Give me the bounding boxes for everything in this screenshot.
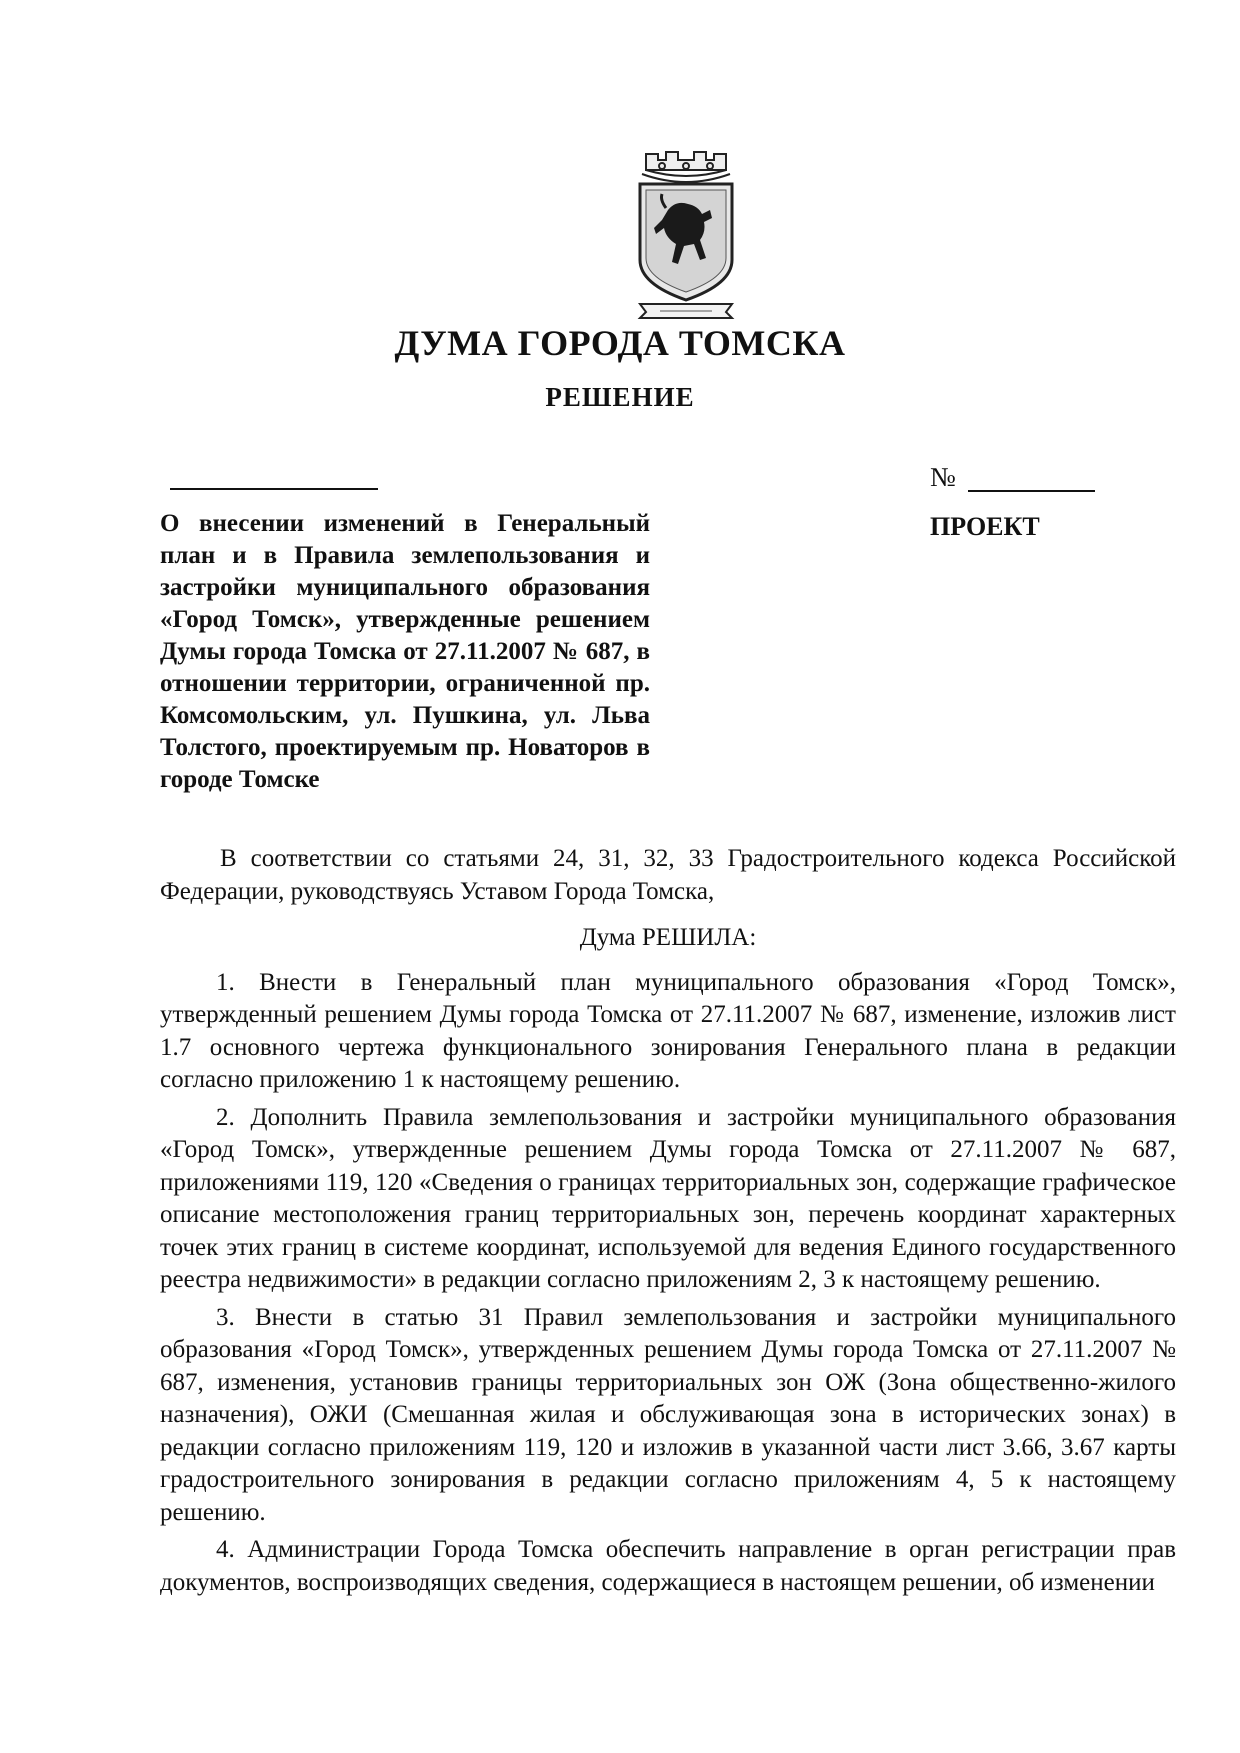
draft-stamp: ПРОЕКТ (930, 512, 1040, 541)
decision-item-3: 3. Внести в статью 31 Правил землепользования и застройки муниципального образования «Город Томск», утвержденных решением Думы города Томска от 27.11.2007 № 687, изменения, установив границы территориальных зон ОЖ (Зона общественно-жилого назначения), ОЖИ (Смешанная жилая и обслуживающая зона в исторических зонах) в редакции согласно приложениям 119, 120 и изложив в указанной части лист 3.66, 3.67 карты градостроительного зонирования в редакции согласно приложениям 4, 5 к настоящему решению. (160, 1303, 1176, 1526)
organization-title: ДУМА ГОРОДА ТОМСКА (394, 323, 846, 363)
number-blank-line (968, 490, 1095, 492)
decision-heading: Дума РЕШИЛА: (579, 924, 757, 951)
city-coat-of-arms-icon (632, 148, 740, 320)
decision-item-1: 1. Внести в Генеральный план муниципального образования «Город Томск», утвержденный решением Думы города Томска от 27.11.2007 № 687, изменение, изложив лист 1.7 основного чертежа функционального зонирования Генерального плана в редакции согласно приложению 1 к настоящему решению. (160, 968, 1176, 1093)
document-body (160, 843, 1176, 1604)
document-type: РЕШЕНИЕ (545, 382, 695, 412)
document-subject: О внесении изменений в Генеральный план и в Правила землепользования и застройки муниципального образования «Город Томск», утвержденные решением Думы города Томска от 27.11.2007 № 687, в отношении территории, ограниченной пр. Комсомольским, ул. Пушкина, ул. Льва Толстого, проектируемым пр. Новаторов в городе Томске (160, 510, 650, 793)
number-label: № (930, 462, 956, 492)
decision-item-2: 2. Дополнить Правила землепользования и застройки муниципального образования «Город Томск», утвержденные решением Думы города Томска от 27.11.2007 № 687, приложениями 119, 120 «Сведения о границах территориальных зон, содержащие графическое описание местоположения границ территориальных зон, перечень координат характерных точек этих границ в системе координат, используемой для ведения Единого государственного реестра недвижимости» в редакции согласно приложениям 2, 3 к настоящему решению. (160, 1103, 1176, 1293)
preamble-paragraph: В соответствии со статьями 24, 31, 32, 33 Градостроительного кодекса Российской Федерации, руководствуясь Уставом Города Томска, (160, 845, 1176, 905)
date-blank-line (170, 488, 378, 490)
decision-item-4: 4. Администрации Города Томска обеспечить направление в орган регистрации прав документов, воспроизводящих сведения, содержащиеся в настоящем решении, об изменении (160, 1536, 1176, 1596)
